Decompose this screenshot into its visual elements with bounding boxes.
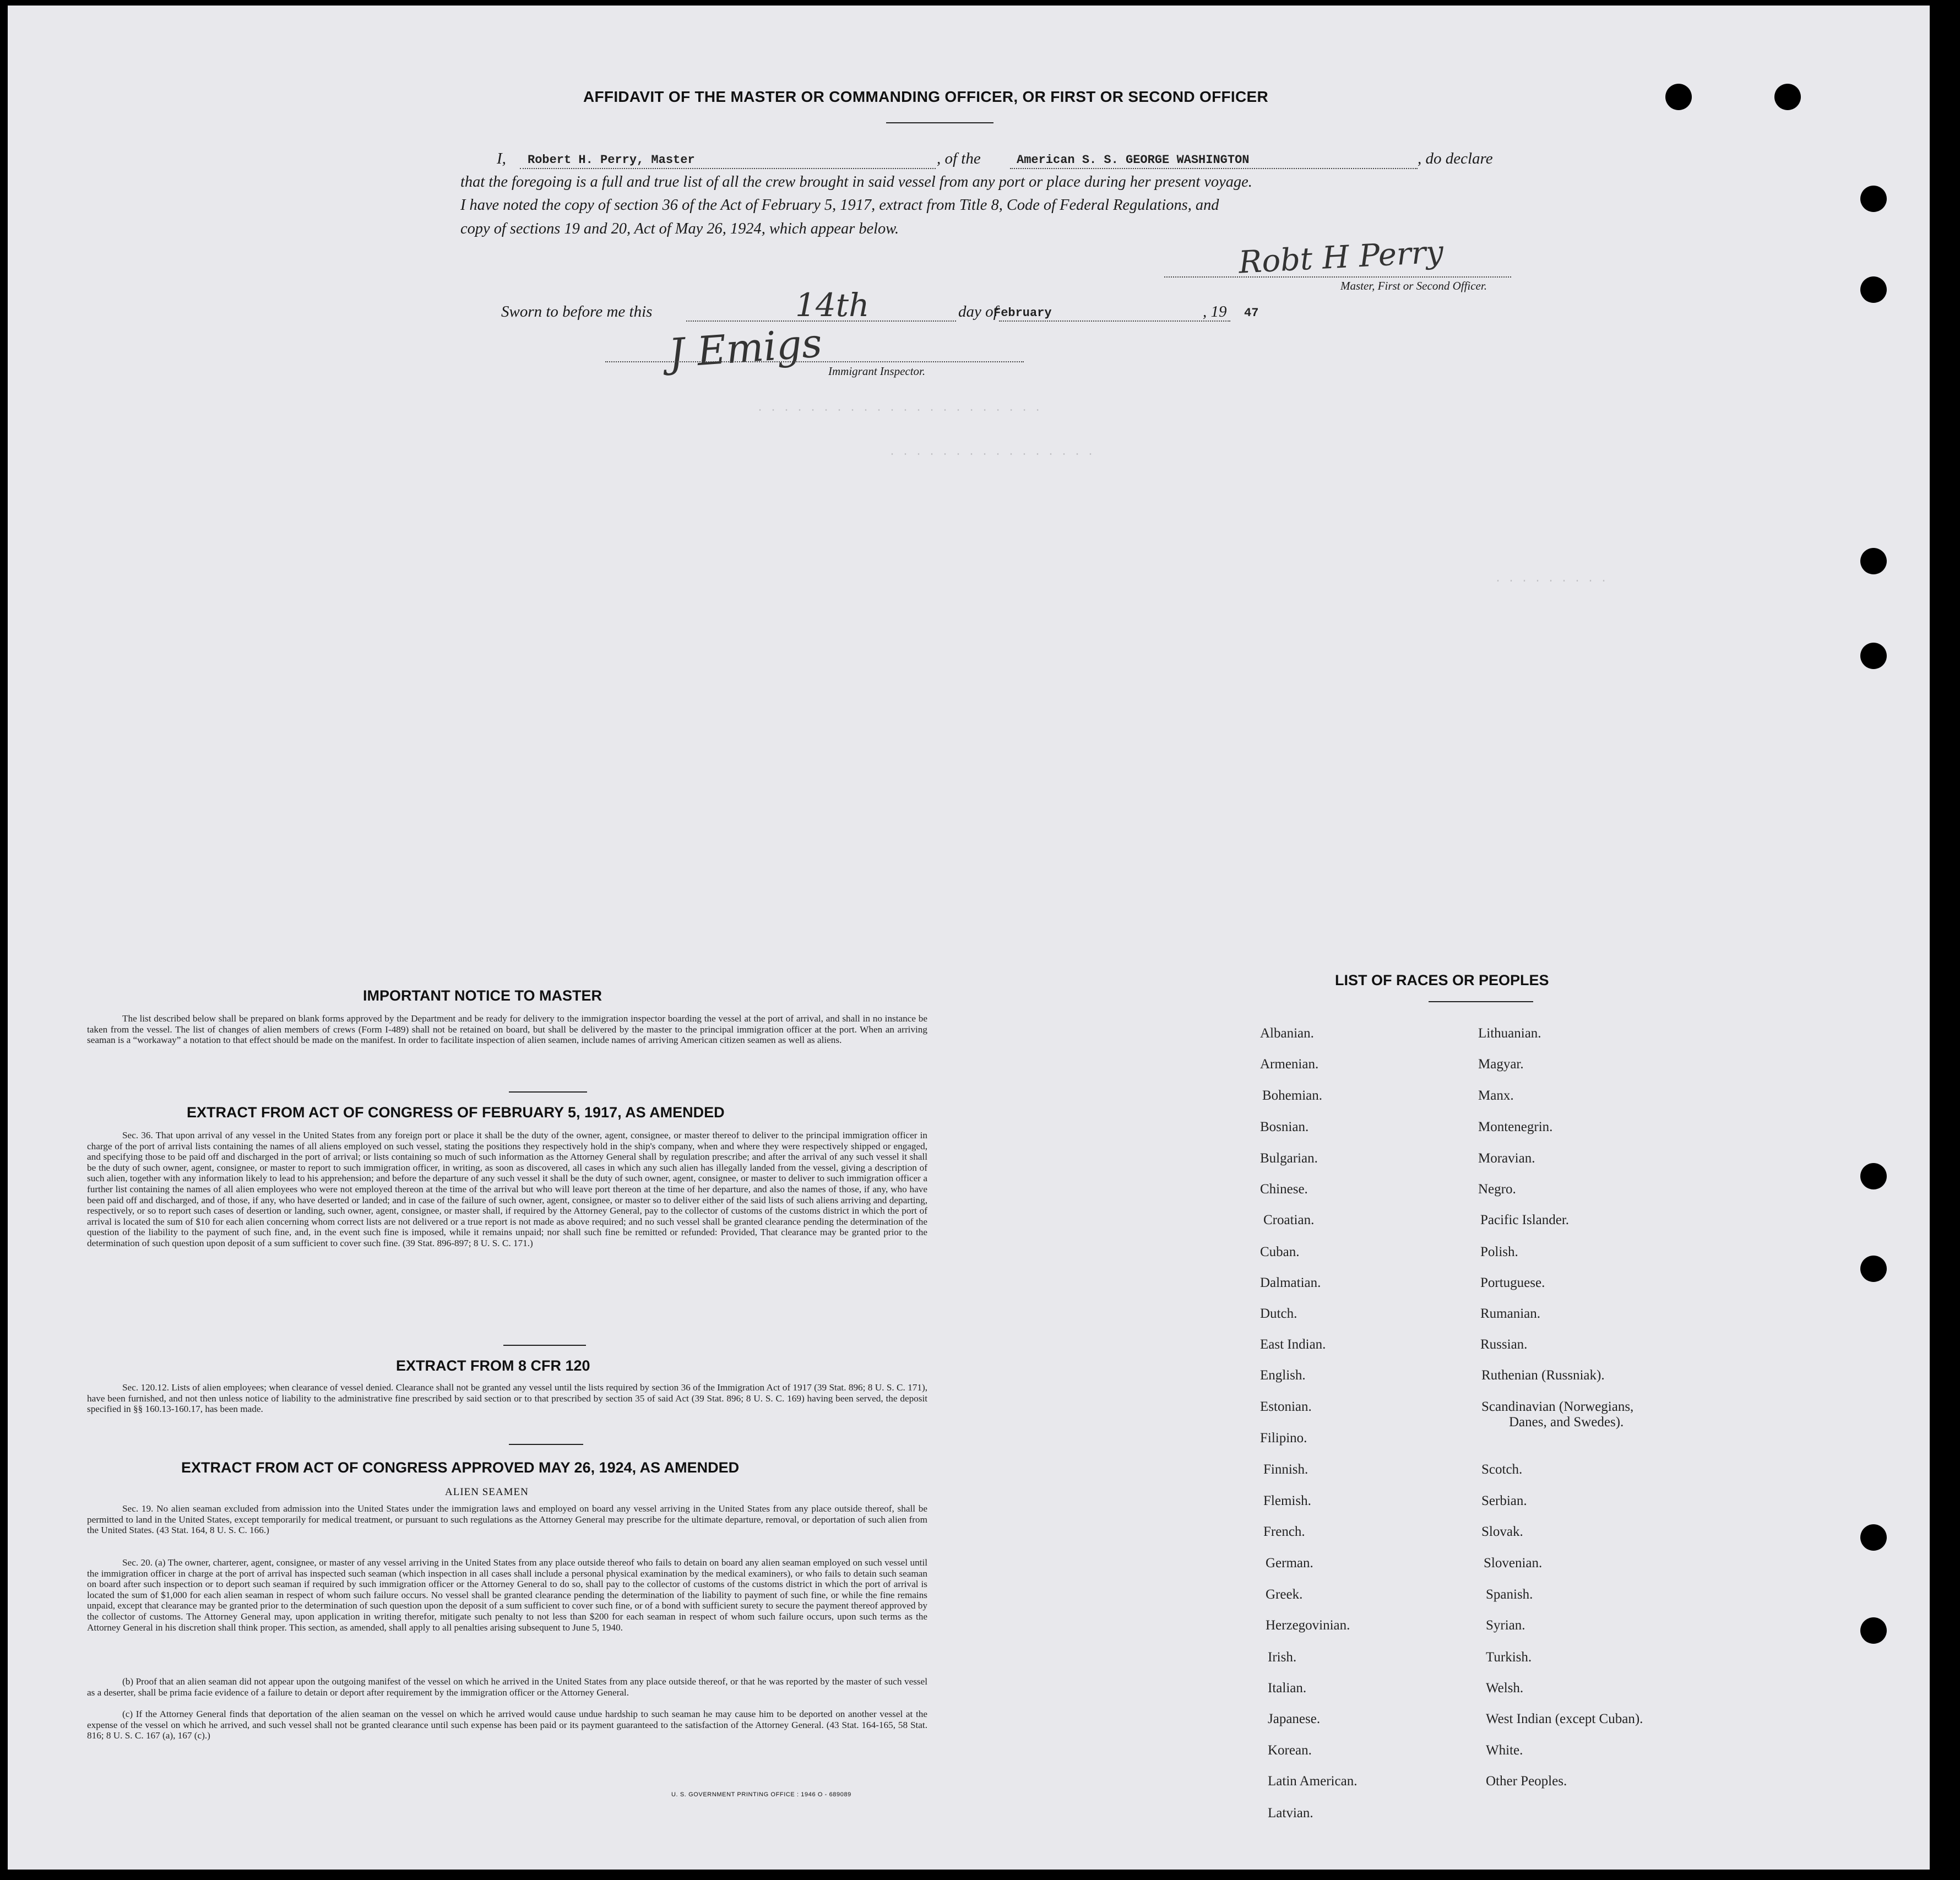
vessel-line (1010, 168, 1418, 169)
race-item: Moravian. (1478, 1151, 1535, 1166)
race-item: Greek. (1266, 1587, 1303, 1602)
race-item: Flemish. (1263, 1493, 1311, 1508)
binder-hole (1860, 1617, 1887, 1644)
notice-title: IMPORTANT NOTICE TO MASTER (363, 987, 602, 1004)
binder-hole (1860, 276, 1887, 303)
binder-hole (1860, 1256, 1887, 1282)
bleed-through-text: . . . . . . . . . . . . . . . . . . . . . . (757, 402, 1041, 415)
races-title: LIST OF RACES OR PEOPLES (1335, 972, 1549, 988)
affidavit-line-4: copy of sections 19 and 20, Act of May 26, 1924, which appear below. (460, 220, 899, 237)
race-item: Estonian. (1260, 1399, 1312, 1414)
race-item: Syrian. (1486, 1618, 1525, 1633)
sec-20c-text: (c) If the Attorney General finds that deportation of the alien seaman on the vessel on which he arrived would cause undue hardship to such seaman he may cause him to be deported on another vessel at the expense of the vessel on which he arrived, and such vessel shall not be granted clearance until such expense has been paid or its payment guaranteed to the satisfaction of the Attorney General. (43 Stat. 164-165, 58 Stat. 816; 8 U. S. C. 167 (a), 167 (c).) (87, 1709, 927, 1741)
extract-1917-divider (503, 1345, 586, 1346)
sec-20b-text: (b) Proof that an alien seaman did not appear upon the outgoing manifest of the vessel on which he arrived in the United States from any place outside thereof, or that he was reported by the master of such vessel as a deserter, shall be prima facie evidence of a failure to detain or deport after requirement by the immigration officer or the Attorney General. (87, 1676, 927, 1698)
vessel-field: American S. S. GEORGE WASHINGTON (1017, 153, 1250, 167)
year-field: 47 (1244, 306, 1259, 320)
race-item: English. (1260, 1368, 1306, 1383)
race-item: Ruthenian (Russniak). (1481, 1368, 1605, 1383)
race-item: Turkish. (1486, 1650, 1532, 1665)
race-item: East Indian. (1260, 1337, 1326, 1352)
race-item: West Indian (except Cuban). (1486, 1711, 1643, 1726)
signature-caption: Master, First or Second Officer. (1340, 279, 1487, 292)
race-item-continuation: Danes, and Swedes). (1509, 1415, 1624, 1430)
race-item: Finnish. (1263, 1462, 1309, 1477)
extract-cfr-title: EXTRACT FROM 8 CFR 120 (396, 1357, 590, 1374)
race-item: Serbian. (1481, 1493, 1527, 1508)
race-item: Chinese. (1260, 1182, 1308, 1197)
binder-hole (1860, 643, 1887, 669)
race-item: Scotch. (1481, 1462, 1523, 1477)
race-item: Slovenian. (1484, 1556, 1543, 1571)
race-item: Lithuanian. (1478, 1026, 1541, 1041)
affidavit-title: AFFIDAVIT OF THE MASTER OR COMMANDING OFFICER, OR FIRST OR SECOND OFFICER (583, 88, 1269, 105)
extract-1917-text: Sec. 36. That upon arrival of any vessel in the United States from any foreign port or place it shall be the duty of the owner, agent, consignee, or master thereof to deliver to the principal immigration officer in charge of the port of arrival lists containing the names of all aliens employed on such vessel, stating the positions they respectively hold in the ship's company, when and where they were respectively shipped or engaged, and specifying those to be paid off and discharged in the port of arrival; or lists containing so much of such information as the Attorney General shall by regulation prescribe; and after the arrival of any such vessel it shall be the duty of such owner, agent, consignee, or master to report to such immigration officer, in writing, as soon as discovered, all cases in which any such alien has illegally landed from the vessel, giving a description of such alien, together with any information likely to lead to his apprehension; and before the departure of any such vessel it shall be the duty of such owner, agent, consignee, or master to deliver to such immigration officer a further list containing the names of all alien employees who were not employed thereon at the time of the arrival but who will leave port thereon at the time of her departure, and also the names of those, if any, who have been paid off and discharged, and of those, if any, who have deserted or landed; and in case of the failure of such owner, agent, consignee, or master so to deliver either of the said lists of such aliens arriving and departing, respectively, or so to report such cases of desertion or landing, such owner, agent, consignee, or master shall, if required by the Attorney General, pay to the collector of customs of the customs district in which the port of arrival is located the sum of $10 for each alien concerning whom correct lists are not delivered or a true report is not made as above required; and no such vessel shall be granted clearance pending the determination of the question of the liability to the payment of such fine, and, in the event such fine is imposed, while it remains unpaid; nor shall such fine be remitted or refunded: Provided, That clearance may be granted prior to the determination of such question upon deposit of a sum sufficient to cover such fine. (39 Stat. 896-897; 8 U. S. C. 171.) (87, 1130, 927, 1248)
master-name-line (520, 168, 936, 169)
race-item: Armenian. (1260, 1057, 1319, 1072)
binder-hole (1665, 84, 1692, 110)
race-item: Latvian. (1268, 1806, 1313, 1821)
extract-cfr-divider (509, 1444, 583, 1445)
race-item: Other Peoples. (1486, 1774, 1567, 1789)
race-item: Welsh. (1486, 1681, 1524, 1696)
affidavit-line-3: I have noted the copy of section 36 of the Act of February 5, 1917, extract from Title 8, Code of Federal Regulations, and (460, 197, 1219, 214)
race-item: Magyar. (1478, 1057, 1524, 1072)
race-item: Spanish. (1486, 1587, 1533, 1602)
month-line (999, 320, 1230, 322)
races-divider (1429, 1001, 1533, 1002)
race-item: Cuban. (1260, 1245, 1300, 1259)
inspector-line (605, 361, 1024, 362)
race-item: French. (1263, 1524, 1305, 1539)
binder-hole (1860, 1163, 1887, 1189)
race-item: Dutch. (1260, 1306, 1297, 1321)
race-item: German. (1266, 1556, 1313, 1571)
inspector-caption: Immigrant Inspector. (828, 365, 926, 378)
printer-imprint: U. S. GOVERNMENT PRINTING OFFICE : 1946 O - 689089 (671, 1791, 851, 1798)
race-item: Croatian. (1263, 1213, 1315, 1227)
race-item: Bohemian. (1262, 1088, 1323, 1103)
i-label: I, (497, 150, 506, 167)
master-name-field: Robert H. Perry, Master (528, 153, 695, 167)
sec-19-text: Sec. 19. No alien seaman excluded from admission into the United States under the immigration laws and employed on board any vessel arriving in the United States from any place outside thereof, shall be permitted to land in the United States, except temporarily for medical treatment, or pursuant to such regulations as the Attorney General may prescribe for the ultimate departure, removal, or deportation of such alien from the United States. (43 Stat. 164, 8 U. S. C. 166.) (87, 1503, 927, 1536)
title-divider (886, 122, 993, 123)
race-item: Scandinavian (Norwegians, (1481, 1399, 1634, 1414)
race-item: Latin American. (1268, 1774, 1358, 1789)
binder-hole (1860, 186, 1887, 212)
day-of-label: day of (958, 303, 998, 320)
month-field: February (993, 306, 1052, 320)
race-item: Filipino. (1260, 1431, 1307, 1446)
race-item: White. (1486, 1743, 1523, 1758)
extract-1924-title: EXTRACT FROM ACT OF CONGRESS APPROVED MAY 26, 1924, AS AMENDED (181, 1459, 740, 1476)
binder-hole (1860, 1524, 1887, 1551)
race-item: Bulgarian. (1260, 1151, 1318, 1166)
race-item: Portuguese. (1480, 1275, 1545, 1290)
bleed-through-text: . . . . . . . . . (1495, 573, 1608, 585)
race-item: Manx. (1478, 1088, 1514, 1103)
binder-hole (1860, 548, 1887, 574)
race-item: Russian. (1480, 1337, 1528, 1352)
race-item: Herzegovinian. (1266, 1618, 1350, 1633)
sec-20a-text: Sec. 20. (a) The owner, charterer, agent, consignee, or master of any vessel arriving in the United States from any place outside thereof who fails to detain on board any alien seaman employed on such vessel until the immigration officer in charge at the port of arrival has inspected such seaman (which inspection in all cases shall include a personal physical examination by the medical examiners), or who fails to detain such seaman on board after such inspection or to deport such seaman if required by such immigration officer or the Attorney General to do so, shall pay to the collector of customs of the customs district in which the port of arrival is located the sum of $1,000 for each alien seaman in respect of whom such failure occurs. No vessel shall be granted clearance pending the determination of the liability to payment of such fine, or while the fine remains unpaid, except that clearance may be granted prior to the determination of such question upon the deposit of a sum sufficient to cover such fine, or of a bond with sufficient surety to secure the payment thereof approved by the collector of customs. The Attorney General may, upon application in writing therefor, mitigate such penalty to not less than $200 for each seaman in respect of whom such failure occurs, upon such terms as the Attorney General in his discretion shall think proper. This section, as amended, shall apply to all penalties arising subsequent to June 5, 1940. (87, 1557, 927, 1633)
sworn-label: Sworn to before me this (501, 303, 653, 320)
do-declare-label: , do declare (1418, 150, 1493, 167)
race-item: Irish. (1268, 1650, 1297, 1665)
sworn-day: 14th (795, 286, 870, 324)
race-item: Bosnian. (1260, 1120, 1309, 1134)
affidavit-line-2: that the foregoing is a full and true list of all the crew brought in said vessel from any port or place during her present voyage. (460, 173, 1252, 191)
extract-cfr-text: Sec. 120.12. Lists of alien employees; when clearance of vessel denied. Clearance shall not be granted any vessel until the lists required by section 36 of the Immigration Act of 1917 (39 Stat. 896; 8 U. S. C. 171), have been furnished, and not then unless notice of liability to the administrative fine prescribed by said section or to that prescribed by section 35 of said Act (39 Stat. 896; 8 U. S. C. 169) having been served, the deposit specified in §§ 160.13-160.17, has been made. (87, 1382, 927, 1415)
year-prefix: , 19 (1203, 303, 1227, 320)
bleed-through-text: . . . . . . . . . . . . . . . . (889, 446, 1094, 459)
race-item: Slovak. (1481, 1524, 1523, 1539)
race-item: Rumanian. (1480, 1306, 1541, 1321)
race-item: Polish. (1480, 1245, 1518, 1259)
race-item: Montenegrin. (1478, 1120, 1553, 1134)
notice-divider (509, 1091, 587, 1093)
signature-line (1164, 276, 1511, 278)
of-the-label: , of the (937, 150, 981, 167)
race-item: Korean. (1268, 1743, 1312, 1758)
race-item: Dalmatian. (1260, 1275, 1321, 1290)
notice-text: The list described below shall be prepared on blank forms approved by the Department and be ready for delivery to the immigration inspector boarding the vessel at the port of arrival, and shall in no instance be taken from the vessel. The list of changes of alien members of crews (Form I-489) shall not be retained on board, but shall be delivered by the master to the principal immigration officer at the port. When an arriving seaman is a “workaway” a notation to that effect should be made on the manifest. In order to facilitate inspection of alien seamen, include names of arriving American citizen seamen as well as aliens. (87, 1013, 927, 1046)
inspector-signature: J Emigs (667, 319, 824, 377)
document-page (8, 6, 1930, 1870)
race-item: Japanese. (1268, 1711, 1321, 1726)
race-item: Italian. (1268, 1681, 1307, 1696)
race-item: Negro. (1478, 1182, 1516, 1197)
race-item: Pacific Islander. (1480, 1213, 1570, 1227)
extract-1917-title: EXTRACT FROM ACT OF CONGRESS OF FEBRUARY 5, 1917, AS AMENDED (187, 1104, 725, 1121)
alien-seamen-subtitle: ALIEN SEAMEN (445, 1486, 529, 1498)
binder-hole (1774, 84, 1801, 110)
master-signature: Robt H Perry (1237, 234, 1445, 281)
race-item: Albanian. (1260, 1026, 1314, 1041)
